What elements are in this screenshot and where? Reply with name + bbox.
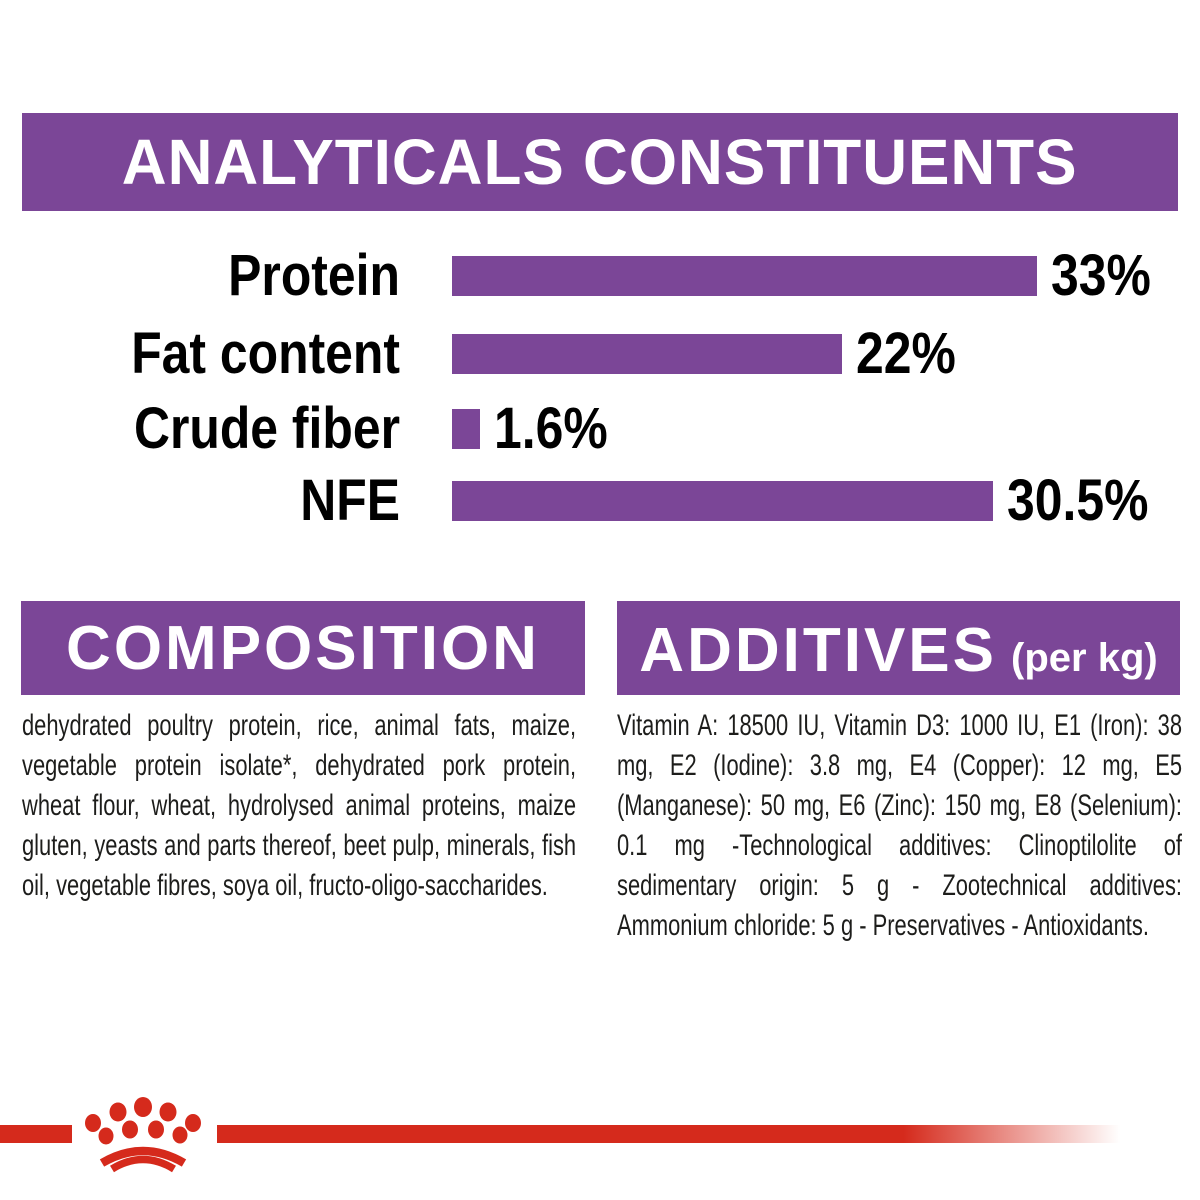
composition-banner: [21, 601, 585, 695]
bar-value: 1.6%: [494, 396, 608, 461]
bar: [452, 334, 842, 374]
bar-value: 30.5%: [1007, 468, 1149, 533]
analytical-constituents-chart: [0, 0, 1200, 560]
bar-label: Crude fiber: [133, 396, 400, 461]
additives-banner: [617, 601, 1180, 695]
additives-body: Vitamin A: 18500 IU, Vitamin D3: 1000 IU, E1 (Iron): 38 mg, E2 (Iodine): 3.8 mg, E4 (Copper): 12 mg, E5 (Manganese): 50 mg, E6 (Zinc): 150 mg, E8 (Selenium): 0.1 mg -Technological additives: Clinoptilolite of sedimentary origin: 5 g - Zootechnical additives: Ammonium chloride: 5 g - Preservatives - Antioxidants.: [617, 709, 1183, 942]
composition-body: dehydrated poultry protein, rice, animal fats, maize, vegetable protein isolate*, dehydrated pork protein, wheat flour, wheat, hydrolysed animal proteins, maize gluten, yeasts and parts thereof, beet pulp, minerals, fish oil, vegetable fibres, soya oil, fructo-oligo-saccharides.: [22, 709, 577, 902]
bar-label: Fat content: [131, 321, 400, 386]
chart-row: [0, 468, 1200, 533]
bar: [452, 256, 1037, 296]
royal-canin-crown-icon: [58, 1093, 238, 1178]
bar-label: Protein: [228, 243, 400, 308]
bar-value: 22%: [856, 321, 956, 386]
bar-label: NFE: [300, 468, 400, 533]
chart-row: [0, 396, 1200, 461]
chart-row: [0, 321, 1200, 386]
footer-rule-right: [217, 1125, 1120, 1143]
additives-title-suffix: (per kg): [1011, 636, 1158, 680]
composition-title: COMPOSITION: [66, 613, 540, 683]
page-title: ANALYTICALS CONSTITUENTS: [122, 126, 1078, 198]
bar-value: 33%: [1051, 243, 1151, 308]
bar: [452, 409, 480, 449]
chart-row: [0, 243, 1200, 308]
additives-title: ADDITIVES: [639, 616, 998, 685]
bar: [452, 481, 993, 521]
